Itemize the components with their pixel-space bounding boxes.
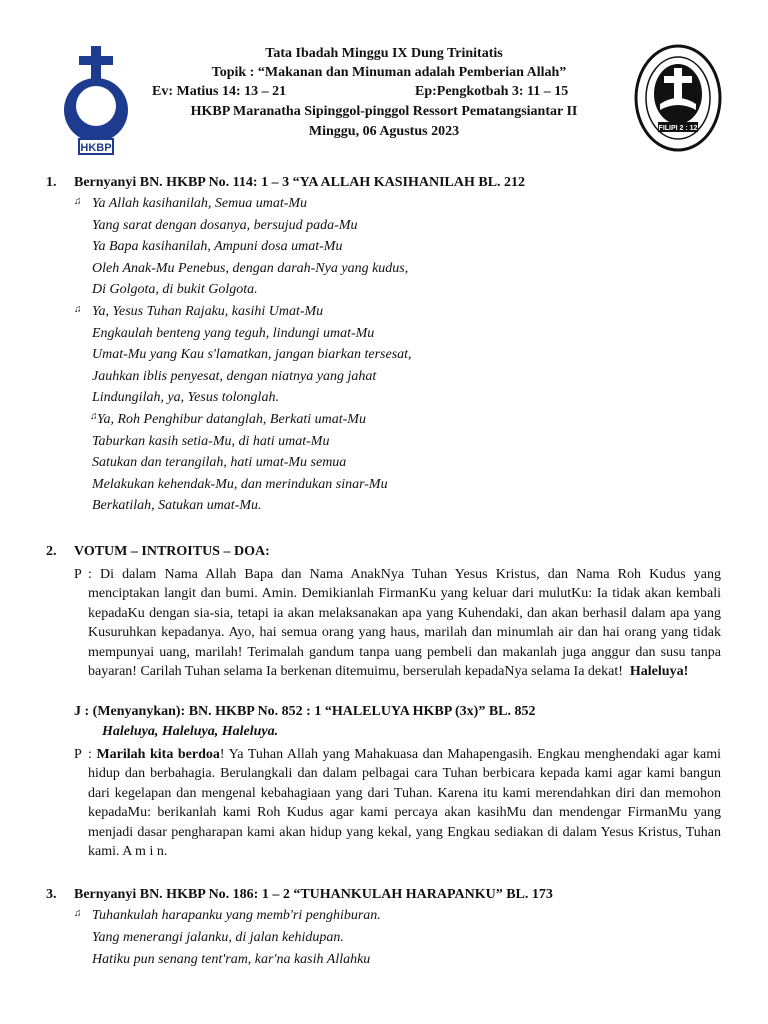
header-date: Minggu, 06 Agustus 2023 — [308, 124, 460, 139]
congregation-response — [74, 703, 536, 721]
section-2-number: 2. — [46, 544, 57, 559]
lyric-line: Tuhankulah harapanku yang memb'ri penghiburan. — [92, 908, 381, 923]
lyric-line: Ya, Yesus Tuhan Rajaku, kasihi Umat-Mu — [92, 304, 324, 319]
speaker-label: P — [74, 567, 82, 582]
lyric-line: Engkaulah benteng yang teguh, lindungi umat-Mu — [92, 326, 375, 341]
prayer-body: ! Ya Tuhan Allah yang Mahakuasa dan Mahapengasih. Engkau menghendaki agar kami hidup dan berbahagia. Berulangkali dan dalam pelbagai cara Tuhan berbicara kepada kami agar kami bangun dari kegelapan dan mengenal kebahagiaan yang dari Tuhan. Karena itu kami merendahkan diri dan memohon kepadaMu: berikanlah kami Roh Kudus agar kami percaya akan kasihMu dan mendengar FirmanMu yang menjadi dasar pengharapan kami akan hidup yang kekal, yang Engkau sediakan di dalam Yesus Kristus, Tuhan kami. A m i n. — [88, 747, 722, 860]
music-note-icon: ♫ — [90, 411, 98, 422]
speaker-label: J — [74, 704, 81, 719]
lyric-line: Umat-Mu yang Kau s'lamatkan, jangan biarkan tersesat, — [92, 347, 412, 362]
speaker-label: P — [74, 747, 82, 762]
hkbp-logo-text: HKBP — [80, 142, 112, 154]
votum-paragraph — [74, 565, 721, 681]
music-note-icon: ♫ — [74, 196, 82, 207]
lyric-line: Berkatilah, Satukan umat-Mu. — [92, 498, 262, 513]
epistle-reading: Ep:Pengkotbah 3: 11 – 15 — [415, 84, 569, 99]
section-1-number: 1. — [46, 175, 57, 190]
seal-motto: FILIPI 2 : 12 — [658, 125, 698, 132]
lyric-line: Di Golgota, di bukit Golgota. — [92, 282, 258, 297]
lyric-line: Ya Bapa kasihanilah, Ampuni dosa umat-Mu — [92, 239, 343, 254]
lyric-line: Satukan dan terangilah, hati umat-Mu semua — [92, 455, 347, 470]
header-church: HKBP Maranatha Sipinggol-pinggol Ressort Pematangsiantar II — [190, 104, 578, 119]
header-title: Tata Ibadah Minggu IX Dung Trinitatis — [265, 46, 503, 61]
section-3-title — [46, 886, 553, 904]
prayer-paragraph — [74, 745, 721, 861]
organization-seal — [634, 44, 722, 152]
lyric-line: Hatiku pun senang tent'ram, kar'na kasih Allahku — [92, 952, 371, 967]
music-note-icon: ♫ — [74, 908, 82, 919]
lyric-line: Oleh Anak-Mu Penebus, dengan darah-Nya yang kudus, — [92, 261, 409, 276]
lyric-line: Ya Allah kasihanilah, Semua umat-Mu — [92, 196, 308, 211]
music-note-icon: ♫ — [74, 304, 82, 315]
votum-body: : Di dalam Nama Allah Bapa dan Nama AnakNya Tuhan Yesus Kristus, dan Nama Roh Kudus yang menciptakan langit dan bumi. Amin. Demikianlah FirmanKu yang keluar dari mulutKu: Ia tidak akan kembali kepadaKu dengan sia-sia, tetapi ia akan melaksanakan apa yang Kuhendaki, dan akan berhasil dalam apa yang Kusuruhkan kepadanya. Ayo, hai semua orang yang haus, marilah dan minumlah air dan hai orang yang tidak mempunyai uang, marilah! Terimalah gandum tanpa uang pembeli dan makanlah juga anggur dan susu tanpa bayaran! Carilah Tuhan selama Ia berkenan ditemuimu, berserulah kepadaNya selama Ia dekat! — [88, 567, 721, 680]
votum-end: Haleluya! — [629, 664, 689, 680]
lyric-line: Melakukan kehendak-Mu, dan merindukan sinar-Mu — [92, 477, 388, 492]
header-topic: Topik : “Makanan dan Minuman adalah Pemberian Allah” — [211, 65, 567, 80]
section-2-heading: VOTUM – INTROITUS – DOA: — [74, 544, 270, 559]
lyric-line: Yang sarat dengan dosanya, bersujud pada-Mu — [92, 218, 358, 233]
prayer-text: : Marilah kita berdoa! Ya Tuhan Allah yang Mahakuasa dan Mahapengasih. Engkau menghendaki agar kami hidup dan berbahagia. Berulangkali dan dalam pelbagai cara Tuhan berbicara kepada kami agar kami bangun dari kegelapan dan mengenal kebahagiaan yang dari Tuhan. Karena itu kami merendahkan diri dan memohon kepadaMu: berikanlah kami Roh Kudus agar kami percaya akan kasihMu dan mendengar FirmanMu yang menjadi dasar pengharapan kami akan hidup yang kekal, yang Engkau sediakan di dalam Yesus Kristus, Tuhan kami. A m i n. — [88, 747, 722, 860]
response-song: : (Menyanykan): BN. HKBP No. 852 : 1 “HALELUYA HKBP (3x)” BL. 852 — [84, 704, 536, 719]
lyric-line: Jauhkan iblis penyesat, dengan niatnya yang jahat — [92, 369, 377, 384]
section-3-heading: Bernyanyi BN. HKBP No. 186: 1 – 2 “TUHANKULAH HARAPANKU” BL. 173 — [74, 887, 553, 902]
section-1-title — [46, 174, 525, 192]
lyric-line: Lindungilah, ya, Yesus tolonglah. — [92, 390, 279, 405]
lyric-line: Yang menerangi jalanku, di jalan kehidupan. — [92, 930, 344, 945]
haleluya-line: Haleluya, Haleluya, Haleluya. — [102, 724, 279, 739]
section-3-number: 3. — [46, 887, 57, 902]
lyric-line: Ya, Roh Penghibur datanglah, Berkati umat-Mu — [97, 412, 366, 427]
section-2-title — [46, 543, 270, 561]
prayer-opening: Marilah kita berdoa — [96, 747, 220, 762]
lyric-line: Taburkan kasih setia-Mu, di hati umat-Mu — [92, 434, 330, 449]
gospel-reading: Ev: Matius 14: 13 – 21 — [152, 84, 287, 99]
section-1-heading: Bernyanyi BN. HKBP No. 114: 1 – 3 “YA ALLAH KASIHANILAH BL. 212 — [74, 175, 526, 190]
hkbp-logo — [55, 44, 137, 160]
votum-text — [88, 565, 721, 681]
